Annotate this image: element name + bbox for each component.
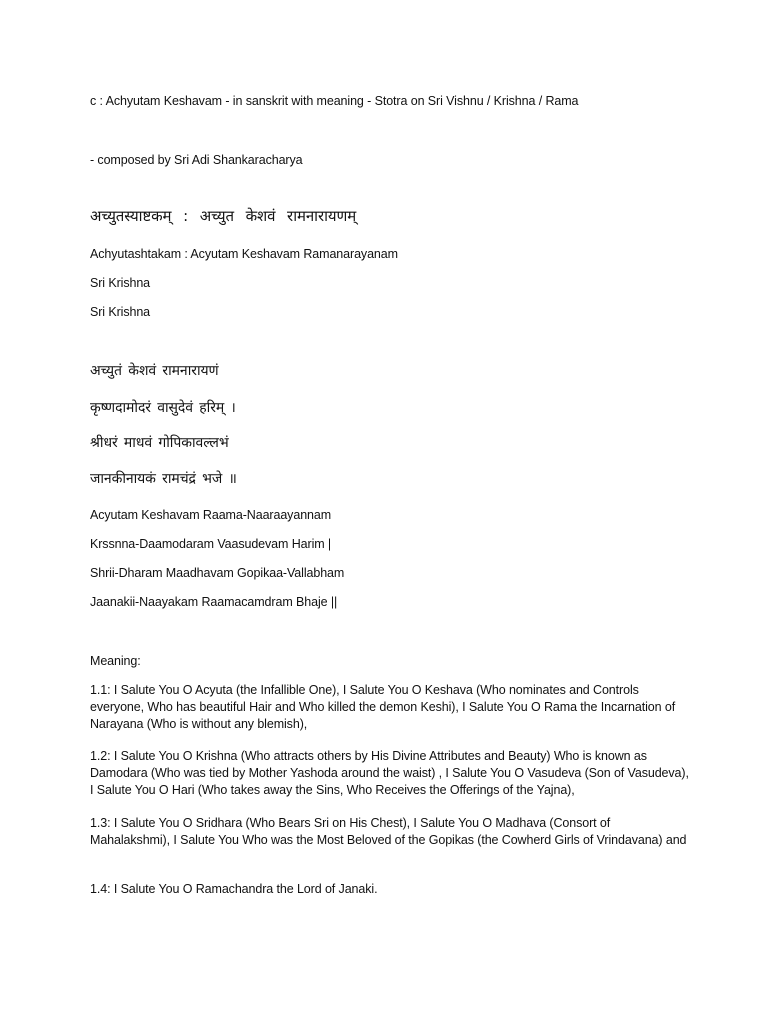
meaning-label: Meaning: xyxy=(90,654,141,668)
sanskrit-verse-line: जानकीनायकं रामचंद्रं भजे ॥ xyxy=(90,471,237,487)
transliterated-verse-line: Shrii-Dharam Maadhavam Gopikaa-Vallabham xyxy=(90,566,345,580)
sanskrit-heading: अच्युतस्याष्टकम् : अच्युत केशवं रामनारायणम् xyxy=(90,207,357,225)
document-title-line: c : Achyutam Keshavam - in sanskrit with meaning - Stotra on Sri Vishnu / Krishna / Rama xyxy=(90,94,579,108)
sanskrit-verse-line: कृष्णदामोदरं वासुदेवं हरिम् । xyxy=(90,400,236,416)
sanskrit-verse-line: अच्युतं केशवं रामनारायणं xyxy=(90,363,219,379)
meaning-paragraph: 1.3: I Salute You O Sridhara (Who Bears Sri on His Chest), I Salute You O Madhava (Consort of Mahalakshmi), I Salute You Who was the Most Beloved of the Gopikas (the Cowherd Girls of Vrindavana) and xyxy=(90,816,687,847)
meaning-paragraph: 1.1: I Salute You O Acyuta (the Infallible One), I Salute You O Keshava (Who nominates and Controls everyone, Who has beautiful Hair and Who killed the demon Keshi), I Salute You O Rama the Incarnation of Narayana (Who is without any blemish), xyxy=(90,683,676,731)
sanskrit-verse-line: श्रीधरं माधवं गोपिकावल्लभं xyxy=(90,435,229,451)
transliterated-verse-line: Acyutam Keshavam Raama-Naaraayannam xyxy=(90,508,332,522)
transliterated-heading: Achyutashtakam : Acyutam Keshavam Ramanarayanam xyxy=(90,247,398,261)
deity-label: Sri Krishna xyxy=(90,276,151,290)
composer-line: - composed by Sri Adi Shankaracharya xyxy=(90,153,303,167)
transliterated-verse-line: Krssnna-Daamodaram Vaasudevam Harim | xyxy=(90,537,332,551)
deity-label: Sri Krishna xyxy=(90,305,151,319)
meaning-paragraph: 1.4: I Salute You O Ramachandra the Lord of Janaki. xyxy=(90,882,378,896)
transliterated-verse-line: Jaanakii-Naayakam Raamacamdram Bhaje || xyxy=(90,595,338,609)
meaning-paragraph: 1.2: I Salute You O Krishna (Who attracts others by His Divine Attributes and Beauty) Who is known as Damodara (Who was tied by Mother Yashoda around the waist) , I Salute You O Vasudeva (Son of Vasudeva), I Salute You O Hari (Who takes away the Sins, Who Receives the Offerings of the Yajna), xyxy=(90,749,689,797)
